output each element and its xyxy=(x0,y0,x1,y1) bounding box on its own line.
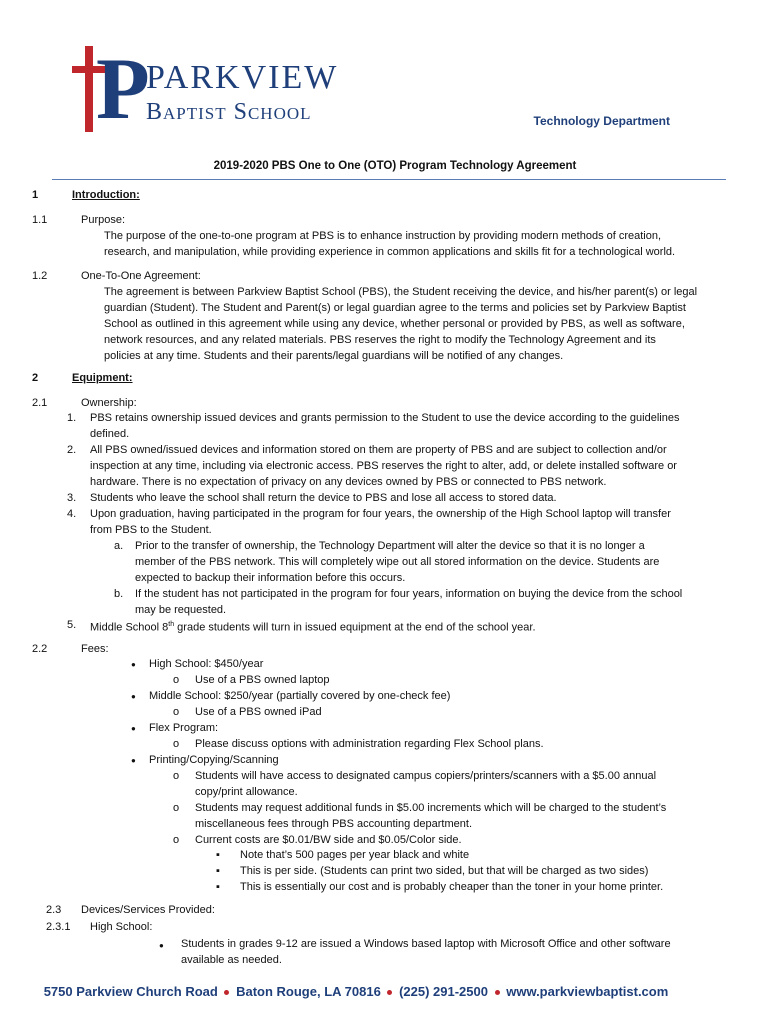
item-5-superscript: th xyxy=(168,621,175,628)
ownership-label: Ownership: xyxy=(81,397,137,409)
subitem-letter: a. xyxy=(114,540,124,552)
item-line: hardware. There is no expectation of privacy on any devices owned by PBS or connected to PBS network. xyxy=(90,476,607,488)
section-2-number: 2 xyxy=(32,372,39,384)
title-rule xyxy=(52,179,726,180)
square-bullet-icon: ▪ xyxy=(216,881,220,893)
footer-city: Baton Rouge, LA 70816 xyxy=(236,984,381,999)
item-number: 2. xyxy=(67,444,77,456)
printing-line: Students may request additional funds in $5.00 increments which will be charged to the student’s xyxy=(195,802,667,814)
devices-number: 2.3 xyxy=(46,904,62,916)
square-bullet-icon: ▪ xyxy=(216,865,220,877)
cost-note: This is per side. (Students can print two sided, but that will be charged as two sides) xyxy=(240,865,649,877)
fee-item: Flex Program: xyxy=(149,722,219,734)
footer-phone: (225) 291-2500 xyxy=(399,984,488,999)
item-line: Students who leave the school shall return the device to PBS and lose all access to stored data. xyxy=(90,492,557,504)
printing-line: Students will have access to designated campus copiers/printers/scanners with a $5.00 annual xyxy=(195,770,657,782)
item-line: from PBS to the Student. xyxy=(90,524,212,536)
subitem-line: may be requested. xyxy=(135,604,227,616)
item-number: 5. xyxy=(67,619,77,631)
agreement-line: network resources, and any related materials. PBS reserves the right to modify the Technology Agreement and its xyxy=(104,334,656,346)
subitem-line: expected to backup their information before this occurs. xyxy=(135,572,406,584)
agreement-line: guardian (Student). The Student and Parent(s) or legal guardian agree to the terms and policies set by Parkview Baptist xyxy=(104,302,686,314)
item-5-suffix: grade students will turn in issued equipment at the end of the school year. xyxy=(174,621,536,634)
separator-dot-icon xyxy=(224,990,229,995)
separator-dot-icon xyxy=(387,990,392,995)
item-number: 4. xyxy=(67,508,77,520)
fees-label: Fees: xyxy=(81,643,109,655)
item-line: All PBS owned/issued devices and information stored on them are property of PBS and are subject to collection and/or xyxy=(90,444,667,456)
high-school-label: High School: xyxy=(90,921,153,933)
fee-item: High School: $450/year xyxy=(149,658,264,670)
logo-name: PARKVIEW xyxy=(146,59,339,96)
bullet-icon: ● xyxy=(131,692,136,701)
subitem-line: If the student has not participated in the program for four years, information on buying the device from the school xyxy=(135,588,683,600)
circle-bullet-icon: o xyxy=(173,802,180,814)
item-line: Upon graduation, having participated in the program for four years, the ownership of the High School laptop will transfer xyxy=(90,508,671,520)
bullet-icon: ● xyxy=(131,660,136,669)
section-1-heading: Introduction: xyxy=(72,189,140,201)
high-school-number: 2.3.1 xyxy=(46,921,71,933)
purpose-line: The purpose of the one-to-one program at PBS is to enhance instruction by providing modern methods of creation, xyxy=(104,230,662,242)
section-1-number: 1 xyxy=(32,189,39,201)
subitem-line: Prior to the transfer of ownership, the Technology Department will alter the device so that it is no longer a xyxy=(135,540,645,552)
agreement-line: The agreement is between Parkview Baptist School (PBS), the Student receiving the device, and his/her parent(s) or legal xyxy=(104,286,698,298)
item-line: PBS retains ownership issued devices and grants permission to the Student to use the device according to the guidelines xyxy=(90,412,680,424)
printing-line: Current costs are $0.01/BW side and $0.05/Color side. xyxy=(195,834,462,846)
circle-bullet-icon: o xyxy=(173,834,180,846)
fees-number: 2.2 xyxy=(32,643,48,655)
bullet-icon: ● xyxy=(159,941,164,950)
logo-cross-icon xyxy=(85,46,93,132)
fee-subitem: Please discuss options with administration regarding Flex School plans. xyxy=(195,738,544,750)
bullet-icon: ● xyxy=(131,756,136,765)
circle-bullet-icon: o xyxy=(173,674,180,686)
department-label: Technology Department xyxy=(533,114,670,128)
circle-bullet-icon: o xyxy=(173,738,180,750)
bullet-icon: ● xyxy=(131,724,136,733)
fee-item: Middle School: $250/year (partially covered by one-check fee) xyxy=(149,690,451,702)
item-5-text xyxy=(90,617,536,636)
document-title: 2019-2020 PBS One to One (OTO) Program Technology Agreement xyxy=(213,160,577,172)
footer-address: 5750 Parkview Church Road xyxy=(43,984,218,999)
printing-line: copy/print allowance. xyxy=(195,786,298,798)
logo-subtitle: Baptist School xyxy=(146,99,312,125)
fee-subitem: Use of a PBS owned iPad xyxy=(195,706,322,718)
devices-label: Devices/Services Provided: xyxy=(81,904,215,916)
cost-note: This is essentially our cost and is probably cheaper than the toner in your home printer. xyxy=(240,881,664,893)
agreement-label: One-To-One Agreement: xyxy=(81,270,201,282)
high-school-line: available as needed. xyxy=(181,954,282,966)
circle-bullet-icon: o xyxy=(173,706,180,718)
separator-dot-icon xyxy=(495,990,500,995)
circle-bullet-icon: o xyxy=(173,770,180,782)
agreement-line: School as outlined in this agreement while using any device, whether personal or provided by PBS, as well as software, xyxy=(104,318,685,330)
item-line: defined. xyxy=(90,428,130,440)
purpose-line: research, and manipulation, while providing experience in common applications and skills fit for a technological world. xyxy=(104,246,676,258)
item-number: 1. xyxy=(67,412,77,424)
fee-item: Printing/Copying/Scanning xyxy=(149,754,279,766)
agreement-number: 1.2 xyxy=(32,270,48,282)
subitem-letter: b. xyxy=(114,588,124,600)
footer-website-link[interactable]: www.parkviewbaptist.com xyxy=(506,984,669,999)
purpose-label: Purpose: xyxy=(81,214,126,226)
footer xyxy=(0,984,712,999)
logo-letter: P xyxy=(96,41,150,138)
purpose-number: 1.1 xyxy=(32,214,48,226)
cost-note: Note that’s 500 pages per year black and white xyxy=(240,849,470,861)
section-2-heading: Equipment: xyxy=(72,372,133,384)
agreement-line: policies at any time. Students and their parents/legal guardians will be notified of any changes. xyxy=(104,350,564,362)
fee-subitem: Use of a PBS owned laptop xyxy=(195,674,330,686)
ownership-number: 2.1 xyxy=(32,397,48,409)
item-number: 3. xyxy=(67,492,77,504)
printing-line: miscellaneous fees through PBS accounting department. xyxy=(195,818,472,830)
item-5-prefix: Middle School 8 xyxy=(90,621,169,634)
square-bullet-icon: ▪ xyxy=(216,849,220,861)
high-school-line: Students in grades 9-12 are issued a Windows based laptop with Microsoft Office and other software xyxy=(181,938,671,950)
item-line: inspection at any time, including via electronic access. PBS reserves the right to alter, add, or delete installed software or xyxy=(90,460,677,472)
subitem-line: member of the PBS network. This will completely wipe out all stored information on the device. Students are xyxy=(135,556,660,568)
